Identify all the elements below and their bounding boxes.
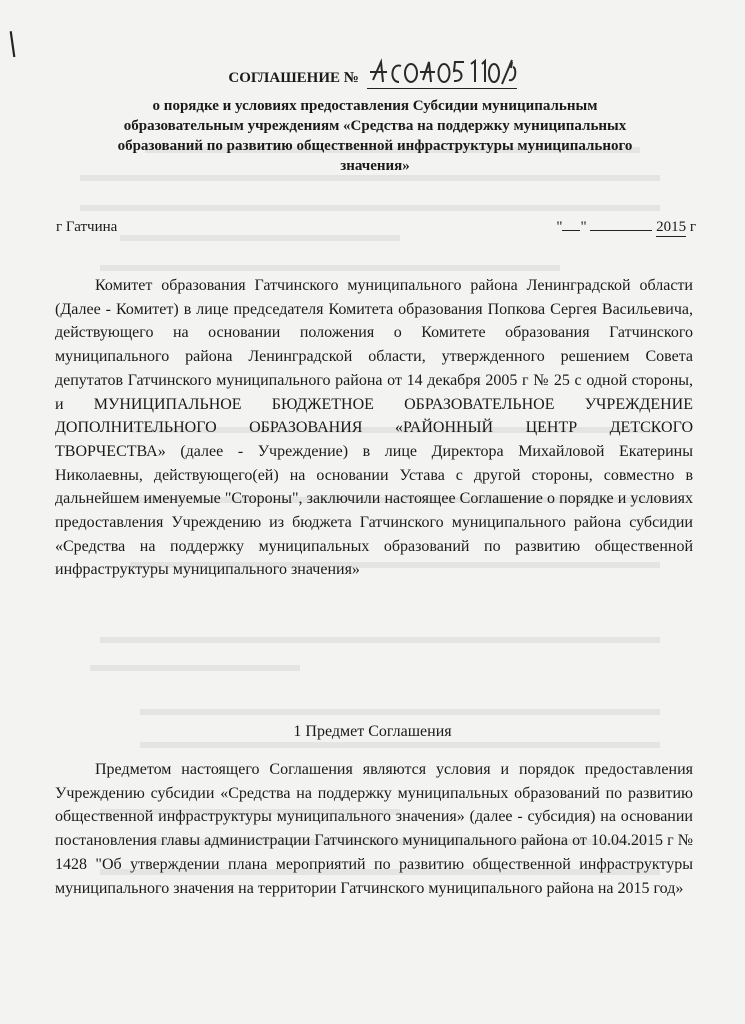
date-day bbox=[562, 230, 580, 231]
section-1-paragraph: Предметом настоящего Соглашения являются условия и порядок предоставления Учреждению субсидии «Средства на поддержку муниципальных образований по развитию общественной инфраструктуры муниципального значения» (далее - субсидия) на основании постановления главы администрации Гатчинского муниципального района от 10.04.2015 г № 1428 "Об утверждении плана мероприятий по развитию общественной инфраструктуры муниципального значения на территории Гатчинского муниципального района на 2015 год» bbox=[55, 761, 693, 897]
handwritten-number-signature bbox=[367, 58, 517, 88]
date-quote-close: " bbox=[580, 219, 587, 235]
date-month bbox=[590, 230, 652, 231]
agreement-number bbox=[367, 58, 517, 89]
section-1-heading: 1 Предмет Соглашения bbox=[293, 723, 452, 740]
city: г Гатчина bbox=[56, 219, 118, 235]
date-suffix: г bbox=[689, 219, 696, 235]
date-year: 2015 bbox=[656, 219, 687, 235]
document-subtitle: о порядке и условиях предоставления Субсидии муниципальным образовательным учреждениям «Средства на поддержку муниципальных образований по развитию общественной инфраструктуры муниципального значения» bbox=[117, 98, 633, 174]
document-title bbox=[0, 58, 745, 89]
title-prefix: СОГЛАШЕНИЕ № bbox=[228, 70, 359, 86]
date bbox=[556, 219, 696, 237]
preamble-paragraph: Комитет образования Гатчинского муниципального района Ленинградской области (Далее - Комитет) в лице председателя Комитета образования Попкова Сергея Васильевича, действующего на основании положения о Комитете образования Гатчинского муниципального района Ленинградской области, утвержденного решением Совета депутатов Гатчинского муниципального района от 14 декабря 2005 г № 25 с одной стороны, и МУНИЦИПАЛЬНОЕ БЮДЖЕТНОЕ ОБРАЗОВАТЕЛЬНОЕ УЧРЕЖДЕНИЕ ДОПОЛНИТЕЛЬНОГО ОБРАЗОВАНИЯ «РАЙОННЫЙ ЦЕНТР ДЕТСКОГО ТВОРЧЕСТВА» (далее - Учреждение) в лице Директора Михайловой Екатерины Николаевны, действующего(ей) на основании Устава с другой стороны, совместно в дальнейшем именуемые "Стороны", заключили настоящее Соглашение о порядке и условиях предоставления Учреждению из бюджета Гатчинского муниципального района субсидии «Средства на поддержку муниципальных образований по развитию общественной инфраструктуры муниципального значения» bbox=[55, 277, 693, 579]
margin-mark: | bbox=[5, 27, 19, 59]
date-quote-open: " bbox=[556, 219, 563, 235]
